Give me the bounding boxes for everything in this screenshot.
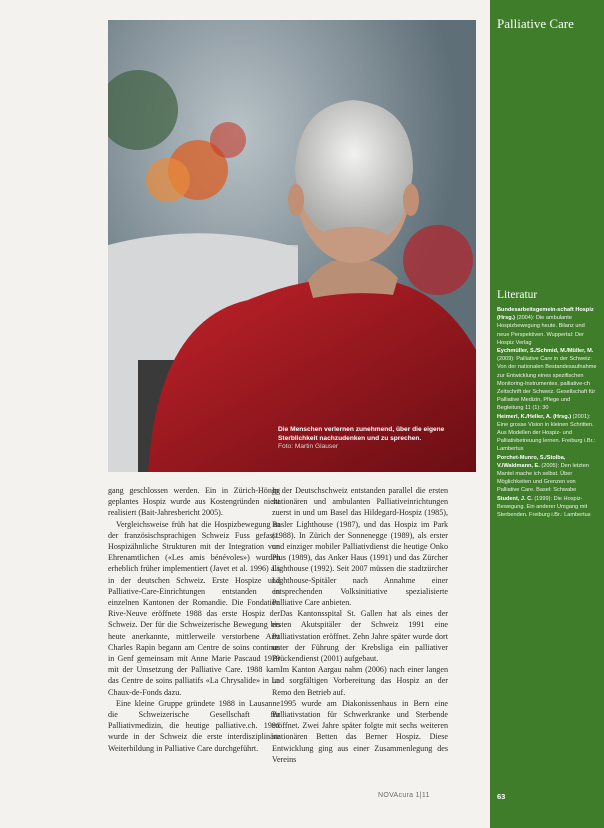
literature-author: Heimerl, K./Heller, A. (Hrsg.)	[497, 413, 572, 420]
header-photo	[108, 20, 476, 472]
literature-author: Bundesarbeitsgemein-schaft Hospiz (Hrsg.)	[497, 307, 594, 322]
paragraph: Eine kleine Gruppe gründete 1988 in Lausanne die Schweizerische Gesellschaft für Palliativmedizin, die heutige palliative.ch. 1991 wurde in der Schweiz die erste interdisziplinäre Weiterbildung in Palliative Care durchgeführt.	[108, 698, 280, 753]
literature-item	[497, 495, 597, 520]
literature-text: (2005): Den letzten Mantel mache ich selbst. Über Möglichkeiten und Grenzen von Palliative Care. Basel: Schwabe	[497, 462, 589, 494]
literature-list	[497, 306, 597, 519]
literature-author: Student, J. C.	[497, 495, 533, 502]
literature-heading: Literatur	[497, 289, 538, 301]
photo-credit: Foto: Martin Glauser	[278, 443, 339, 451]
paragraph: Vergleichsweise früh hat die Hospizbewegung in der französischsprachigen Schweiz Fuss gefasst. Hospizähnliche Strukturen mit der Integration von Ehrenamtlichen («Les amis bénévoles») wurden erheblich früher implementiert (Javet et al. 1996) als in der deutschen Schweiz. Erste Hospize und Palliative-Care-Einrichtungen entstanden in einzelnen Kantonen der Romandie. Die Fondation Rive-Neuve eröffnete 1988 das erste Hospiz der Schweiz. Der für die Schweizerische Bewegung bis heute anerkannte, mittlerweile verstorbene Arzt Charles Rapin begann am Centre de soins continus in Genf gemeinsam mit Anne Marie Pascaud 1979 mit der Umsetzung der Palliative Care. 1988 kam das Centre de soins palliatifs «La Chrysalide» in La Chaux-de-Fonds dazu.	[108, 519, 280, 697]
paragraph: gang geschlossen werden. Ein in Zürich-Höngg geplantes Hospiz wurde aus Kostengründen nicht realisiert (Bait-Jahresbericht 2005).	[108, 486, 280, 518]
literature-text: (2004): Die ambulante Hospizbewegung heute. Bilanz und neue Perspektiven. Wuppertal: Der Hospiz Verlag	[497, 315, 585, 346]
literature-item	[497, 347, 597, 413]
paragraph: Im Kanton Aargau nahm (2006) nach einer langen und sorgfältigen Vorbereitung das Hospiz an der Remo den Betrieb auf.	[272, 665, 448, 697]
page-number: 63	[497, 792, 506, 801]
caption-text: Die Menschen verlernen zunehmend, über die eigene Sterblichkeit nachzudenken und zu sprechen.	[278, 426, 445, 442]
section-title: Palliative Care	[497, 16, 574, 31]
paragraph: Das Kantonsspital St. Gallen hat als eines der ersten Akutspitäler der Schweiz 1991 eine Palliativstation eröffnet. Zehn Jahre später wurde dort unter der Führung der Krebsliga ein palliativer Brückendienst (2001) aufgebaut.	[272, 609, 448, 664]
body-column-1	[108, 485, 280, 754]
literature-author: Porchet-Munro, S./Stolba, V./Waldmann, E.	[497, 454, 566, 469]
photo-caption	[278, 426, 472, 452]
literature-author: Eychmüller, S./Schmid, M./Müller, M.	[497, 348, 594, 355]
literature-text: (2001): Eine grosse Vision in kleinen Schritten. Aus Modellen der Hospiz- und Palliativbetreuung lernen. Freiburg i.Br.: Lambertus	[497, 413, 596, 453]
literature-text: (1999): Die Hospiz-Bewegung. Ein anderer Umgang mit Sterbenden. Freiburg i.Br.: Lambertus	[497, 495, 591, 519]
literature-item	[497, 413, 597, 454]
literature-item	[497, 454, 597, 495]
literature-text: (2009): Palliative Care in der Schweiz: Von der nationalen Bestandesaufnahme zur Entwicklung eines spezifischen Monitoring-Instrumentes. palliative-ch Zeitschrift der Schweiz. Gesellschaft für Palliative Medizin, Pflege und Begleitung 11 (1): 30	[497, 356, 597, 412]
paragraph: 1995 wurde am Diakonissenhaus in Bern eine Palliativstation für Schwerkranke und Sterbende eröffnet. Zwei Jahre später folgte mit sechs weiteren stationären Betten das Berner Hospiz. Diese Entwicklung ging aus einer Zusammenlegung des Vereins	[272, 698, 448, 764]
magazine-footer: NOVAcura 1|11	[378, 792, 430, 799]
photo-illustration	[108, 20, 476, 472]
literature-item	[497, 306, 597, 347]
body-column-2	[272, 485, 448, 765]
paragraph: In der Deutschschweiz entstanden parallel die ersten stationären und ambulanten Palliativeinrichtungen zuerst in und um Basel das Hildegard-Hospiz (1985), Basler Lighthouse (1987), und das Hospiz im Park (1988). In Zürich der Sonnenegge (1989), als erster und einziger mobiler Palliativdienst die heutige Onko Plus (1989), das Anker Haus (1991) und das Zürcher Lighthouse (1992). Seit 2007 müssen die stadtzürcher Lighthouse-Spitäler nach Annahme einer entsprechenden Volksinitiative spezialisierte Palliative Care anbieten.	[272, 486, 448, 608]
